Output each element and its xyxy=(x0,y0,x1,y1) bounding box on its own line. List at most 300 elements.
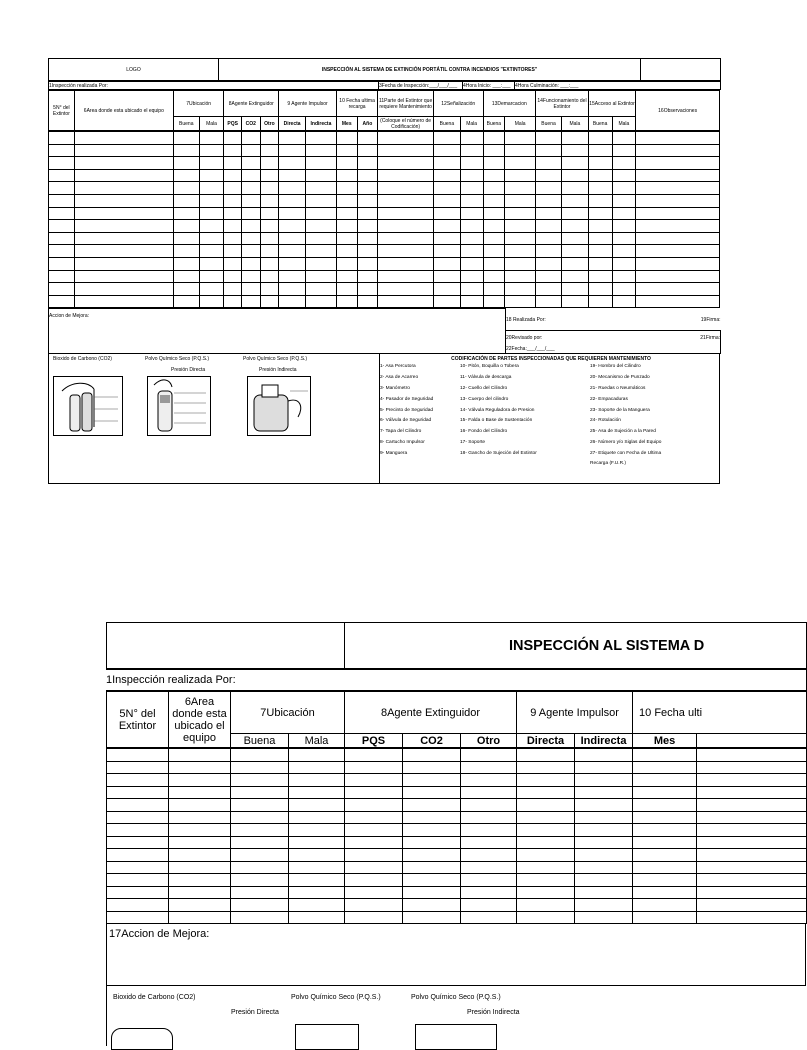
grid-cell[interactable] xyxy=(536,295,562,308)
grid-cell[interactable] xyxy=(305,157,336,170)
grid-cell[interactable] xyxy=(433,169,460,182)
grid-cell[interactable] xyxy=(505,207,536,220)
grid-cell[interactable] xyxy=(305,232,336,245)
grid-cell[interactable] xyxy=(612,257,636,270)
grid-cell[interactable] xyxy=(612,157,636,170)
grid-cell[interactable] xyxy=(461,749,517,762)
grid-cell[interactable] xyxy=(403,799,461,812)
grid-cell[interactable] xyxy=(483,232,505,245)
grid-cell[interactable] xyxy=(505,169,536,182)
grid-cell[interactable] xyxy=(107,824,169,837)
grid-cell[interactable] xyxy=(505,257,536,270)
grid-cell[interactable] xyxy=(74,232,173,245)
grid-cell[interactable] xyxy=(173,207,199,220)
grid-cell[interactable] xyxy=(305,194,336,207)
grid-cell[interactable] xyxy=(289,886,345,899)
grid-cell[interactable] xyxy=(588,257,612,270)
inspector-label[interactable]: 1Inspección realizada Por: xyxy=(49,82,379,90)
grid-cell[interactable] xyxy=(612,144,636,157)
grid-cell[interactable] xyxy=(483,157,505,170)
grid-cell[interactable] xyxy=(169,849,231,862)
grid-cell[interactable] xyxy=(49,144,75,157)
grid-cell[interactable] xyxy=(336,169,357,182)
grid-cell[interactable] xyxy=(633,886,697,899)
grid-cell[interactable] xyxy=(107,911,169,924)
grid-cell[interactable] xyxy=(633,749,697,762)
grid-cell[interactable] xyxy=(242,270,261,283)
grid-cell[interactable] xyxy=(279,283,306,296)
grid-cell[interactable] xyxy=(231,761,289,774)
grid-cell[interactable] xyxy=(199,182,224,195)
grid-cell[interactable] xyxy=(697,886,807,899)
grid-cell[interactable] xyxy=(633,911,697,924)
grid-cell[interactable] xyxy=(575,849,633,862)
grid-cell[interactable] xyxy=(169,836,231,849)
grid-cell[interactable] xyxy=(505,283,536,296)
grid-cell[interactable] xyxy=(378,182,434,195)
grid-cell[interactable] xyxy=(697,836,807,849)
grid-cell[interactable] xyxy=(575,824,633,837)
grid-cell[interactable] xyxy=(636,220,720,233)
grid-cell[interactable] xyxy=(224,232,242,245)
grid-cell[interactable] xyxy=(74,132,173,145)
grid-cell[interactable] xyxy=(173,182,199,195)
grid-cell[interactable] xyxy=(588,194,612,207)
grid-cell[interactable] xyxy=(505,295,536,308)
grid-cell[interactable] xyxy=(460,257,483,270)
grid-cell[interactable] xyxy=(289,774,345,787)
grid-cell[interactable] xyxy=(505,157,536,170)
grid-cell[interactable] xyxy=(231,799,289,812)
grid-cell[interactable] xyxy=(199,220,224,233)
grid-cell[interactable] xyxy=(49,257,75,270)
grid-cell[interactable] xyxy=(49,132,75,145)
grid-cell[interactable] xyxy=(633,824,697,837)
grid-cell[interactable] xyxy=(697,849,807,862)
grid-cell[interactable] xyxy=(378,257,434,270)
grid-cell[interactable] xyxy=(336,194,357,207)
grid-cell[interactable] xyxy=(231,786,289,799)
grid-cell[interactable] xyxy=(357,169,378,182)
grid-cell[interactable] xyxy=(588,182,612,195)
grid-cell[interactable] xyxy=(345,811,403,824)
grid-cell[interactable] xyxy=(345,749,403,762)
grid-cell[interactable] xyxy=(49,270,75,283)
grid-cell[interactable] xyxy=(289,911,345,924)
inspection-date[interactable]: 3Fecha de Inspección:___/___/___ xyxy=(379,82,463,90)
grid-cell[interactable] xyxy=(403,911,461,924)
grid-cell[interactable] xyxy=(561,283,588,296)
grid-cell[interactable] xyxy=(357,257,378,270)
grid-cell[interactable] xyxy=(289,761,345,774)
grid-cell[interactable] xyxy=(403,774,461,787)
grid-cell[interactable] xyxy=(633,849,697,862)
grid-cell[interactable] xyxy=(169,761,231,774)
grid-cell[interactable] xyxy=(231,811,289,824)
grid-cell[interactable] xyxy=(433,232,460,245)
grid-cell[interactable] xyxy=(242,295,261,308)
grid-cell[interactable] xyxy=(697,799,807,812)
grid-cell[interactable] xyxy=(378,270,434,283)
grid-cell[interactable] xyxy=(49,182,75,195)
grid-cell[interactable] xyxy=(357,295,378,308)
grid-cell[interactable] xyxy=(357,194,378,207)
grid-cell[interactable] xyxy=(107,836,169,849)
grid-cell[interactable] xyxy=(697,761,807,774)
grid-cell[interactable] xyxy=(461,774,517,787)
grid-cell[interactable] xyxy=(483,182,505,195)
grid-cell[interactable] xyxy=(260,283,279,296)
grid-cell[interactable] xyxy=(561,207,588,220)
grid-cell[interactable] xyxy=(517,799,575,812)
grid-cell[interactable] xyxy=(231,886,289,899)
grid-cell[interactable] xyxy=(536,283,562,296)
grid-cell[interactable] xyxy=(173,245,199,258)
grid-cell[interactable] xyxy=(461,811,517,824)
grid-cell[interactable] xyxy=(588,169,612,182)
grid-cell[interactable] xyxy=(107,799,169,812)
grid-cell[interactable] xyxy=(378,157,434,170)
grid-cell[interactable] xyxy=(612,182,636,195)
grid-cell[interactable] xyxy=(173,232,199,245)
grid-cell[interactable] xyxy=(517,786,575,799)
grid-cell[interactable] xyxy=(433,270,460,283)
grid-cell[interactable] xyxy=(336,132,357,145)
grid-cell[interactable] xyxy=(260,132,279,145)
grid-cell[interactable] xyxy=(588,232,612,245)
grid-cell[interactable] xyxy=(612,232,636,245)
grid-cell[interactable] xyxy=(199,169,224,182)
grid-cell[interactable] xyxy=(636,132,720,145)
grid-cell[interactable] xyxy=(49,232,75,245)
grid-cell[interactable] xyxy=(517,774,575,787)
grid-cell[interactable] xyxy=(575,774,633,787)
grid-cell[interactable] xyxy=(517,824,575,837)
end-time[interactable]: 4Hora Culminación: ___:___ xyxy=(515,82,721,90)
grid-cell[interactable] xyxy=(279,295,306,308)
grid-cell[interactable] xyxy=(461,911,517,924)
grid-cell[interactable] xyxy=(378,144,434,157)
grid-cell[interactable] xyxy=(588,207,612,220)
grid-cell[interactable] xyxy=(199,144,224,157)
grid-cell[interactable] xyxy=(279,270,306,283)
grid-cell[interactable] xyxy=(242,232,261,245)
firma-2[interactable]: 21Firma: xyxy=(641,331,721,345)
grid-cell[interactable] xyxy=(242,157,261,170)
grid-cell[interactable] xyxy=(336,144,357,157)
grid-cell[interactable] xyxy=(461,849,517,862)
grid-cell[interactable] xyxy=(336,295,357,308)
grid-cell[interactable] xyxy=(357,245,378,258)
grid-cell[interactable] xyxy=(636,169,720,182)
grid-cell[interactable] xyxy=(633,774,697,787)
grid-cell[interactable] xyxy=(460,245,483,258)
grid-cell[interactable] xyxy=(633,761,697,774)
grid-cell[interactable] xyxy=(461,799,517,812)
grid-cell[interactable] xyxy=(289,799,345,812)
grid-cell[interactable] xyxy=(403,874,461,887)
grid-cell[interactable] xyxy=(505,182,536,195)
grid-cell[interactable] xyxy=(169,899,231,912)
grid-cell[interactable] xyxy=(242,144,261,157)
grid-cell[interactable] xyxy=(231,836,289,849)
grid-cell[interactable] xyxy=(633,899,697,912)
grid-cell[interactable] xyxy=(49,207,75,220)
grid-cell[interactable] xyxy=(199,245,224,258)
start-time[interactable]: 4Hora Inicio: ___:___ xyxy=(463,82,515,90)
grid-cell[interactable] xyxy=(336,257,357,270)
grid-cell[interactable] xyxy=(49,245,75,258)
grid-cell[interactable] xyxy=(199,257,224,270)
grid-cell[interactable] xyxy=(378,169,434,182)
grid-cell[interactable] xyxy=(279,194,306,207)
grid-cell[interactable] xyxy=(575,786,633,799)
grid-cell[interactable] xyxy=(169,861,231,874)
grid-cell[interactable] xyxy=(536,270,562,283)
grid-cell[interactable] xyxy=(107,874,169,887)
realizada-por[interactable]: 18 Realizada Por: xyxy=(506,316,546,323)
grid-cell[interactable] xyxy=(231,861,289,874)
grid-cell[interactable] xyxy=(357,132,378,145)
grid-cell[interactable] xyxy=(336,182,357,195)
grid-cell[interactable] xyxy=(199,232,224,245)
grid-cell[interactable] xyxy=(588,270,612,283)
grid-cell[interactable] xyxy=(483,169,505,182)
grid-cell[interactable] xyxy=(612,132,636,145)
grid-cell[interactable] xyxy=(357,182,378,195)
grid-cell[interactable] xyxy=(173,295,199,308)
grid-cell[interactable] xyxy=(169,799,231,812)
grid-cell[interactable] xyxy=(697,811,807,824)
grid-cell[interactable] xyxy=(433,245,460,258)
firma-1[interactable]: 19Firma: xyxy=(700,316,721,323)
grid-cell[interactable] xyxy=(636,157,720,170)
grid-cell[interactable] xyxy=(612,207,636,220)
grid-cell[interactable] xyxy=(483,207,505,220)
grid-cell[interactable] xyxy=(697,899,807,912)
grid-cell[interactable] xyxy=(378,295,434,308)
grid-cell[interactable] xyxy=(460,182,483,195)
grid-cell[interactable] xyxy=(224,295,242,308)
grid-cell[interactable] xyxy=(242,132,261,145)
grid-cell[interactable] xyxy=(575,874,633,887)
grid-cell[interactable] xyxy=(636,194,720,207)
grid-cell[interactable] xyxy=(173,132,199,145)
grid-cell[interactable] xyxy=(561,257,588,270)
grid-cell[interactable] xyxy=(461,761,517,774)
grid-cell[interactable] xyxy=(169,749,231,762)
grid-cell[interactable] xyxy=(260,144,279,157)
grid-cell[interactable] xyxy=(633,861,697,874)
grid-cell[interactable] xyxy=(49,220,75,233)
grid-cell[interactable] xyxy=(575,749,633,762)
grid-cell[interactable] xyxy=(403,849,461,862)
grid-cell[interactable] xyxy=(612,194,636,207)
grid-cell[interactable] xyxy=(224,169,242,182)
grid-cell[interactable] xyxy=(483,245,505,258)
grid-cell[interactable] xyxy=(74,157,173,170)
grid-cell[interactable] xyxy=(49,283,75,296)
grid-cell[interactable] xyxy=(345,849,403,862)
grid-cell[interactable] xyxy=(517,761,575,774)
grid-cell[interactable] xyxy=(636,245,720,258)
grid-cell[interactable] xyxy=(403,811,461,824)
grid-cell[interactable] xyxy=(612,220,636,233)
grid-cell[interactable] xyxy=(536,144,562,157)
grid-cell[interactable] xyxy=(260,245,279,258)
grid-cell[interactable] xyxy=(378,245,434,258)
fecha-2[interactable]: 22Fecha:___/___/___ xyxy=(506,345,721,354)
grid-cell[interactable] xyxy=(433,157,460,170)
grid-cell[interactable] xyxy=(697,786,807,799)
grid-cell[interactable] xyxy=(305,220,336,233)
grid-cell[interactable] xyxy=(336,270,357,283)
grid-cell[interactable] xyxy=(260,295,279,308)
grid-cell[interactable] xyxy=(279,144,306,157)
grid-cell[interactable] xyxy=(460,132,483,145)
grid-cell[interactable] xyxy=(279,220,306,233)
grid-cell[interactable] xyxy=(378,220,434,233)
grid-cell[interactable] xyxy=(74,182,173,195)
grid-cell[interactable] xyxy=(336,283,357,296)
grid-cell[interactable] xyxy=(357,220,378,233)
grid-cell[interactable] xyxy=(561,144,588,157)
grid-cell[interactable] xyxy=(483,283,505,296)
grid-cell[interactable] xyxy=(242,194,261,207)
grid-cell[interactable] xyxy=(483,144,505,157)
grid-cell[interactable] xyxy=(199,194,224,207)
grid-cell[interactable] xyxy=(336,245,357,258)
grid-cell[interactable] xyxy=(173,157,199,170)
grid-cell[interactable] xyxy=(345,861,403,874)
grid-cell[interactable] xyxy=(279,232,306,245)
grid-cell[interactable] xyxy=(49,169,75,182)
grid-cell[interactable] xyxy=(289,836,345,849)
grid-cell[interactable] xyxy=(305,169,336,182)
grid-cell[interactable] xyxy=(636,295,720,308)
grid-cell[interactable] xyxy=(561,232,588,245)
grid-cell[interactable] xyxy=(242,220,261,233)
grid-cell[interactable] xyxy=(336,232,357,245)
grid-cell[interactable] xyxy=(575,911,633,924)
grid-cell[interactable] xyxy=(460,220,483,233)
grid-cell[interactable] xyxy=(74,194,173,207)
grid-cell[interactable] xyxy=(107,899,169,912)
grid-cell[interactable] xyxy=(403,824,461,837)
grid-cell[interactable] xyxy=(517,861,575,874)
grid-cell[interactable] xyxy=(49,295,75,308)
grid-cell[interactable] xyxy=(517,749,575,762)
grid-cell[interactable] xyxy=(357,283,378,296)
grid-cell[interactable] xyxy=(517,836,575,849)
grid-cell[interactable] xyxy=(561,194,588,207)
grid-cell[interactable] xyxy=(345,774,403,787)
grid-cell[interactable] xyxy=(403,886,461,899)
grid-cell[interactable] xyxy=(231,774,289,787)
grid-cell[interactable] xyxy=(433,220,460,233)
grid-cell[interactable] xyxy=(433,257,460,270)
grid-cell[interactable] xyxy=(173,257,199,270)
grid-cell[interactable] xyxy=(403,786,461,799)
grid-cell[interactable] xyxy=(242,182,261,195)
grid-cell[interactable] xyxy=(357,157,378,170)
grid-cell[interactable] xyxy=(305,245,336,258)
grid-cell[interactable] xyxy=(74,245,173,258)
grid-cell[interactable] xyxy=(588,144,612,157)
grid-cell[interactable] xyxy=(403,836,461,849)
grid-cell[interactable] xyxy=(403,899,461,912)
grid-cell[interactable] xyxy=(173,194,199,207)
grid-cell[interactable] xyxy=(224,220,242,233)
grid-cell[interactable] xyxy=(260,169,279,182)
grid-cell[interactable] xyxy=(536,132,562,145)
grid-cell[interactable] xyxy=(403,749,461,762)
grid-cell[interactable] xyxy=(49,157,75,170)
grid-cell[interactable] xyxy=(517,811,575,824)
grid-cell[interactable] xyxy=(483,220,505,233)
grid-cell[interactable] xyxy=(460,169,483,182)
grid-cell[interactable] xyxy=(536,169,562,182)
grid-cell[interactable] xyxy=(460,194,483,207)
grid-cell[interactable] xyxy=(231,824,289,837)
grid-cell[interactable] xyxy=(107,774,169,787)
grid-cell[interactable] xyxy=(231,899,289,912)
grid-cell[interactable] xyxy=(505,232,536,245)
grid-cell[interactable] xyxy=(224,245,242,258)
grid-cell[interactable] xyxy=(224,182,242,195)
grid-cell[interactable] xyxy=(561,270,588,283)
zoom-accion-mejora[interactable] xyxy=(106,924,806,986)
grid-cell[interactable] xyxy=(505,132,536,145)
grid-cell[interactable] xyxy=(345,799,403,812)
grid-cell[interactable] xyxy=(433,194,460,207)
grid-cell[interactable] xyxy=(305,295,336,308)
grid-cell[interactable] xyxy=(289,786,345,799)
grid-cell[interactable] xyxy=(460,232,483,245)
grid-cell[interactable] xyxy=(636,182,720,195)
grid-cell[interactable] xyxy=(74,144,173,157)
grid-cell[interactable] xyxy=(461,874,517,887)
grid-cell[interactable] xyxy=(433,132,460,145)
grid-cell[interactable] xyxy=(289,861,345,874)
grid-cell[interactable] xyxy=(461,836,517,849)
grid-cell[interactable] xyxy=(305,207,336,220)
grid-cell[interactable] xyxy=(305,182,336,195)
grid-cell[interactable] xyxy=(536,245,562,258)
grid-cell[interactable] xyxy=(561,295,588,308)
grid-cell[interactable] xyxy=(169,811,231,824)
grid-cell[interactable] xyxy=(636,207,720,220)
grid-cell[interactable] xyxy=(199,270,224,283)
grid-cell[interactable] xyxy=(697,749,807,762)
grid-cell[interactable] xyxy=(460,283,483,296)
grid-cell[interactable] xyxy=(483,295,505,308)
grid-cell[interactable] xyxy=(536,257,562,270)
grid-cell[interactable] xyxy=(173,144,199,157)
grid-cell[interactable] xyxy=(433,182,460,195)
grid-cell[interactable] xyxy=(107,811,169,824)
grid-cell[interactable] xyxy=(505,144,536,157)
grid-cell[interactable] xyxy=(378,283,434,296)
grid-cell[interactable] xyxy=(289,899,345,912)
grid-cell[interactable] xyxy=(74,169,173,182)
grid-cell[interactable] xyxy=(260,182,279,195)
grid-cell[interactable] xyxy=(169,911,231,924)
grid-cell[interactable] xyxy=(74,257,173,270)
grid-cell[interactable] xyxy=(433,283,460,296)
grid-cell[interactable] xyxy=(575,761,633,774)
grid-cell[interactable] xyxy=(279,207,306,220)
